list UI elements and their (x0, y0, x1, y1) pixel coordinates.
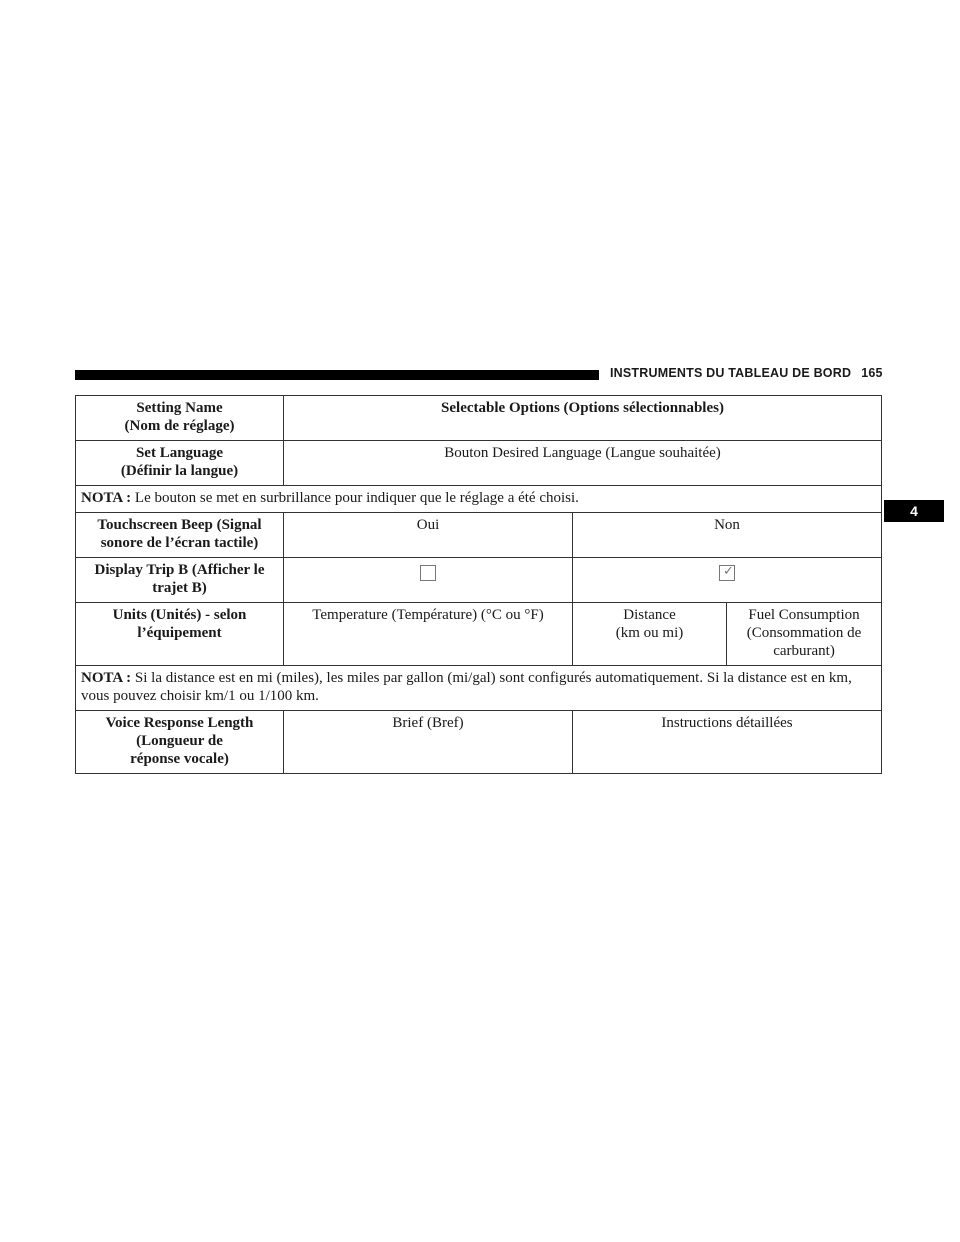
checkmark-icon: ✓ (723, 564, 734, 579)
table-row-note (76, 486, 882, 513)
option-checked (573, 558, 882, 603)
page-number: 165 (861, 366, 883, 380)
table-row-language (76, 441, 882, 486)
header-setting-name: Setting Name (Nom de réglage) (76, 396, 284, 441)
chapter-tab: 4 (884, 500, 944, 522)
option-brief: Brief (Bref) (284, 711, 573, 774)
settings-table (75, 395, 882, 774)
checked-checkbox-icon (719, 565, 735, 581)
setting-name: Voice Response Length (Longueur de réponse vocale) (76, 711, 284, 774)
note-highlight: NOTA : Le bouton se met en surbrillance pour indiquer que le réglage a été choisi. (76, 486, 882, 513)
table-row-beep (76, 513, 882, 558)
table-row-note (76, 666, 882, 711)
option-desired-language: Bouton Desired Language (Langue souhaitée) (284, 441, 882, 486)
header-rule (75, 370, 599, 380)
section-title: INSTRUMENTS DU TABLEAU DE BORD (610, 366, 852, 380)
option-unchecked (284, 558, 573, 603)
table-row-units (76, 603, 882, 666)
setting-name: Units (Unités) - selon l’équipement (76, 603, 284, 666)
setting-name: Touchscreen Beep (Signal sonore de l’écran tactile) (76, 513, 284, 558)
option-fuel-consumption: Fuel Consumption (Consommation de carburant) (727, 603, 882, 666)
option-temperature: Temperature (Température) (°C ou °F) (284, 603, 573, 666)
option-distance: Distance (km ou mi) (573, 603, 727, 666)
option-yes: Oui (284, 513, 573, 558)
option-no: Non (573, 513, 882, 558)
note-distance: NOTA : Si la distance est en mi (miles), les miles par gallon (mi/gal) sont configurés automatiquement. Si la distance est en km, vous pouvez choisir km/1 ou 1/100 km. (76, 666, 882, 711)
table-row-voice (76, 711, 882, 774)
table-header-row (76, 396, 882, 441)
table-row-trip (76, 558, 882, 603)
running-header (610, 366, 890, 380)
option-detailed: Instructions détaillées (573, 711, 882, 774)
header-selectable-options: Selectable Options (Options sélectionnables) (284, 396, 882, 441)
setting-name: Display Trip B (Afficher le trajet B) (76, 558, 284, 603)
setting-name: Set Language (Définir la langue) (76, 441, 284, 486)
empty-checkbox-icon (420, 565, 436, 581)
